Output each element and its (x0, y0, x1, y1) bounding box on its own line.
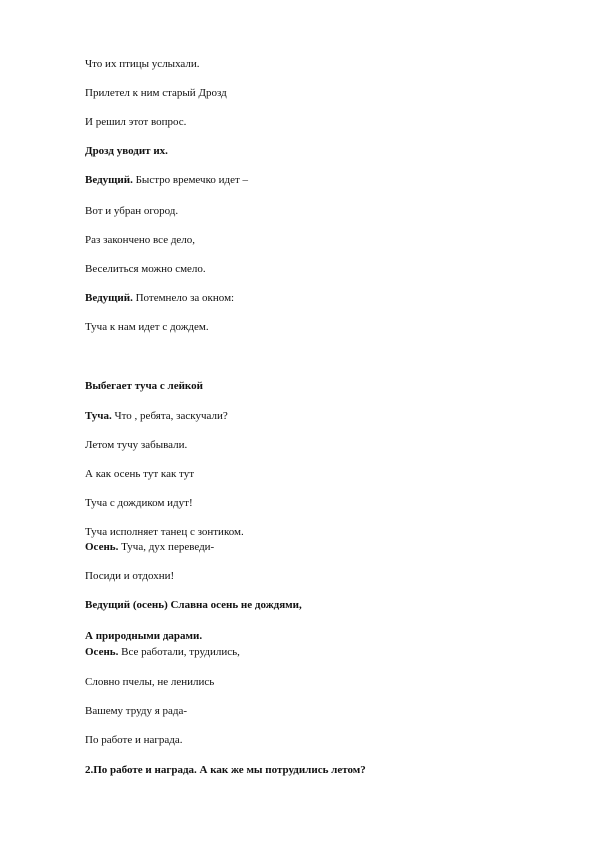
line-text: Летом тучу забывали. (85, 439, 188, 451)
line-text: А как осень тут как тут (85, 468, 195, 480)
text-line (85, 116, 186, 129)
speaker-name: Ведущий. (85, 174, 133, 186)
line-text: Туча к нам идет с дождем. (85, 321, 209, 333)
line-text: Что их птицы услыхали. (85, 58, 200, 70)
text-line (85, 263, 206, 276)
question-line (85, 764, 366, 777)
text-line (85, 497, 193, 510)
text-line (85, 734, 183, 747)
speaker-name: Ведущий. (85, 292, 133, 304)
speaker-line (85, 630, 202, 643)
text-line (85, 174, 248, 187)
text-line (85, 205, 178, 218)
line-text: Ведущий (осень) Славна осень не дождями, (85, 599, 302, 611)
text-line (85, 646, 240, 659)
text-line (85, 570, 174, 583)
text-line (85, 526, 244, 539)
text-line (85, 410, 228, 423)
text-line (85, 234, 195, 247)
text-line (85, 676, 214, 689)
stage-direction (85, 145, 168, 158)
line-text: А природными дарами. (85, 630, 203, 642)
text-line (85, 541, 214, 554)
line-text: По работе и награда. (85, 734, 183, 746)
line-text: Раз закончено все дело, (85, 234, 196, 246)
line-text: Туча с дождиком идут! (85, 497, 193, 509)
line-text: Туча исполняет танец с зонтиком. (85, 526, 244, 538)
line-text: Выбегает туча с лейкой (85, 380, 203, 392)
line-text: Словно пчелы, не ленились (85, 676, 215, 688)
line-text: И решил этот вопрос. (85, 116, 187, 128)
line-text: Вашему труду я рада- (85, 705, 188, 717)
line-text: Дрозд уводит их. (85, 145, 168, 157)
text-line (85, 292, 234, 305)
text-line (85, 705, 187, 718)
line-text: Что , ребята, заскучали? (111, 410, 228, 422)
line-text: Туча, дух переведи- (118, 541, 215, 553)
line-text: Потемнело за окном: (132, 292, 235, 304)
text-line (85, 321, 209, 334)
text-line (85, 58, 200, 71)
line-text: Быстро времечко идет – (132, 174, 249, 186)
line-text: Посиди и отдохни! (85, 570, 175, 582)
line-text: Все работали, трудились, (118, 646, 240, 658)
speaker-name: Осень. (85, 541, 119, 553)
line-text: Прилетел к ним старый Дрозд (85, 87, 227, 99)
text-line (85, 468, 194, 481)
line-text: 2.По работе и награда. А как же мы потрудились летом? (85, 764, 366, 776)
stage-direction (85, 380, 203, 393)
speaker-line (85, 599, 302, 612)
line-text: Веселиться можно смело. (85, 263, 206, 275)
text-line (85, 439, 187, 452)
line-text: Вот и убран огород. (85, 205, 179, 217)
speaker-name: Осень. (85, 646, 119, 658)
text-line (85, 87, 227, 100)
speaker-name: Туча. (85, 410, 112, 422)
